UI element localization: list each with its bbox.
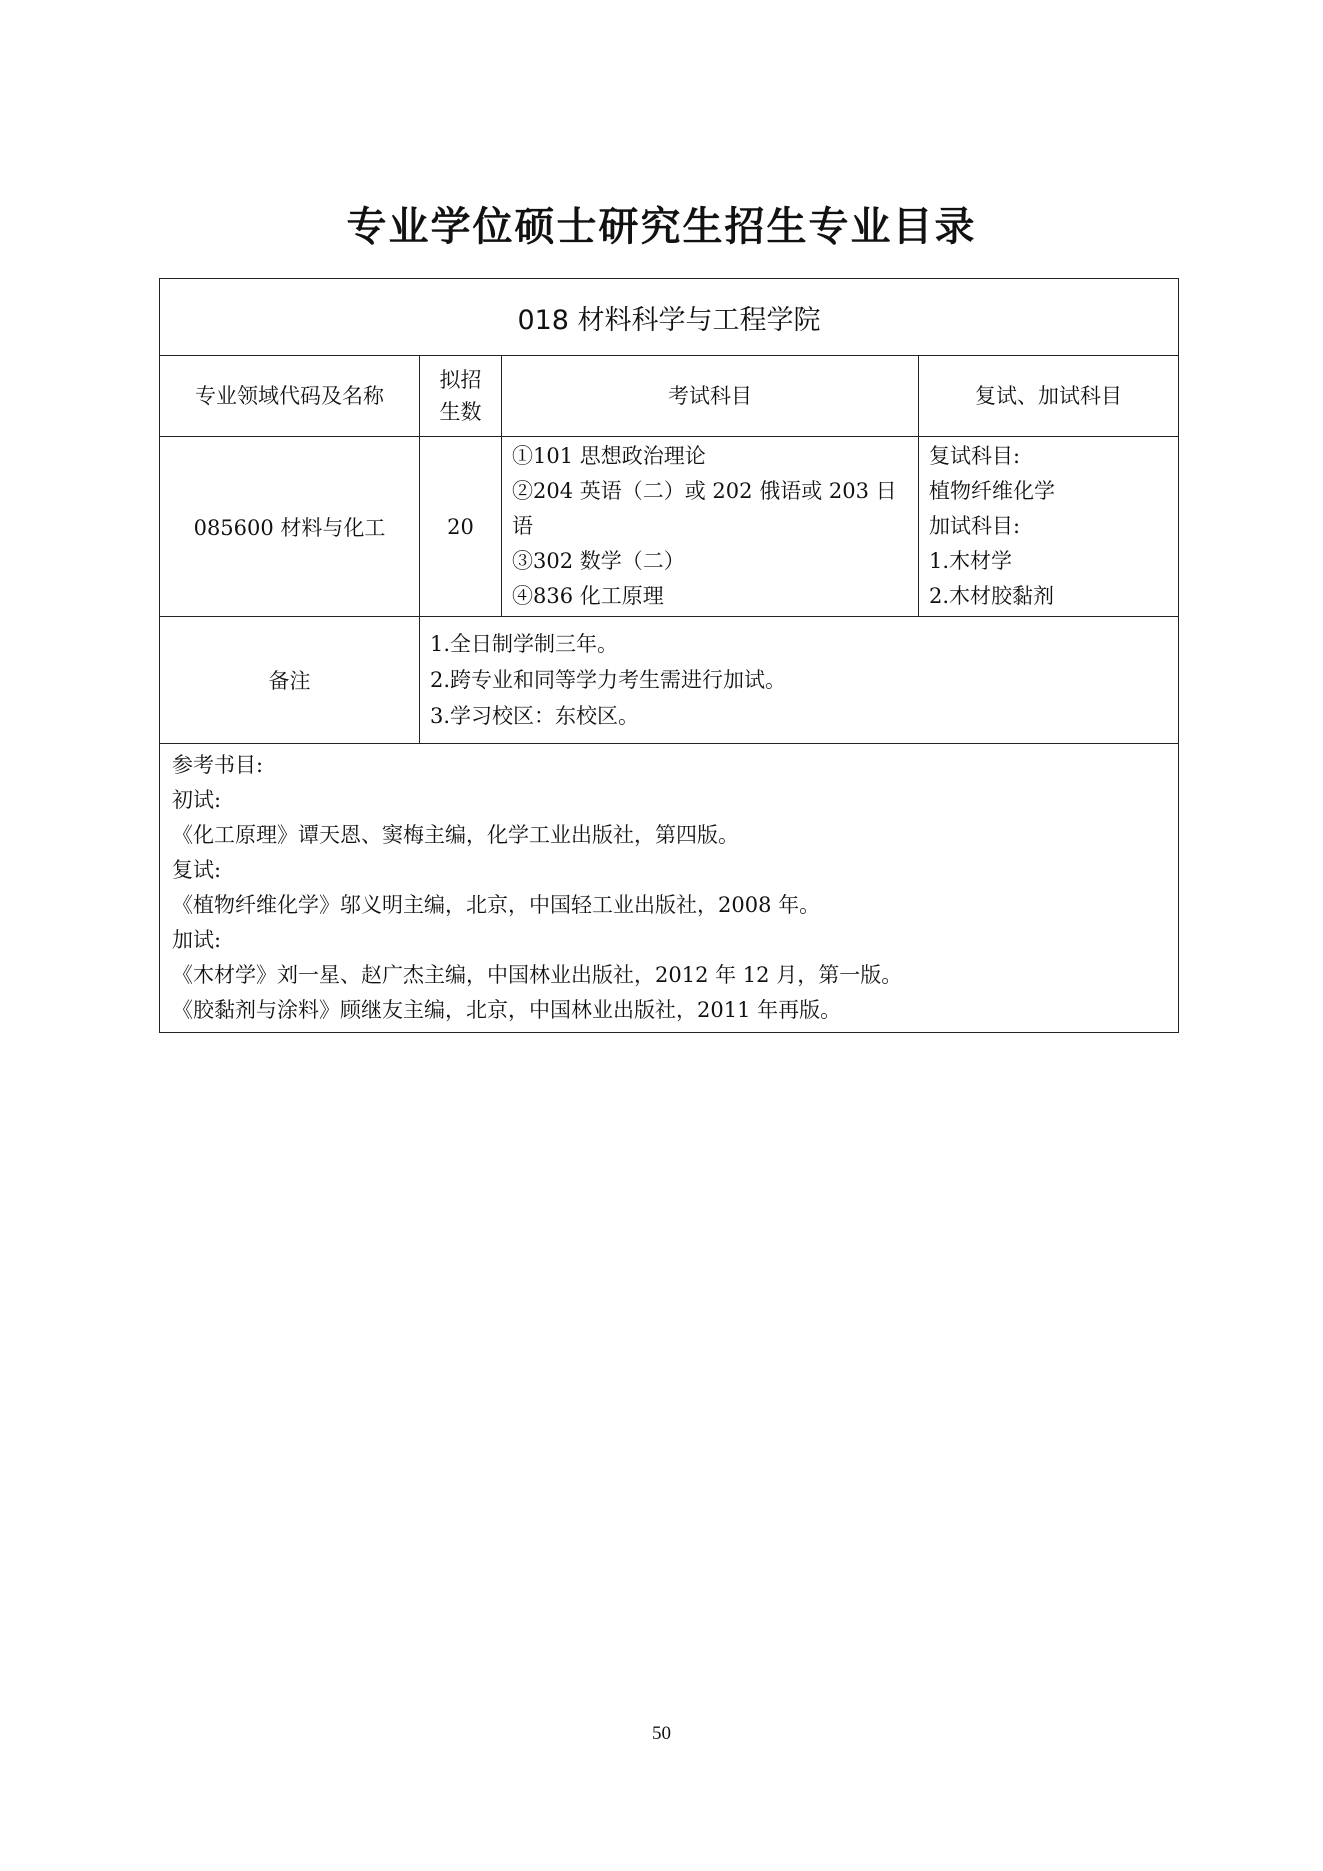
header-quota	[420, 356, 502, 437]
notes-row	[160, 617, 1179, 744]
list-item: 2.木材胶黏剂	[929, 584, 1055, 608]
list-item: 《胶黏剂与涂料》顾继友主编，北京，中国林业出版社，2011 年再版。	[172, 998, 842, 1022]
exam-subjects	[502, 437, 919, 617]
references-heading: 参考书目:	[172, 753, 264, 777]
list-item: ④836 化工原理	[512, 584, 664, 608]
list-item: 《植物纤维化学》邬义明主编，北京，中国轻工业出版社，2008 年。	[172, 893, 821, 917]
list-item: 1.木材学	[929, 549, 1013, 573]
catalog-table	[159, 278, 1179, 1033]
header-quota-line2: 生数	[439, 400, 482, 424]
references-section-label: 复试:	[172, 858, 222, 882]
table-row	[160, 437, 1179, 617]
header-retest: 复试、加试科目	[919, 356, 1179, 437]
references-section-label: 加试:	[172, 928, 222, 952]
list-item: 3.学习校区：东校区。	[430, 704, 640, 728]
major-name: 085600 材料与化工	[160, 437, 420, 617]
list-item: ①101 思想政治理论	[512, 444, 706, 468]
header-quota-line1: 拟招	[439, 368, 482, 392]
list-item: 《化工原理》谭天恩、窦梅主编，化学工业出版社，第四版。	[172, 823, 739, 847]
header-major: 专业领域代码及名称	[160, 356, 420, 437]
list-item: 《木材学》刘一星、赵广杰主编，中国林业出版社，2012 年 12 月，第一版。	[172, 963, 903, 987]
college-row	[160, 279, 1179, 356]
page-number: 50	[652, 1723, 671, 1744]
retest-subjects	[919, 437, 1179, 617]
notes-content	[420, 617, 1179, 744]
page-title: 专业学位硕士研究生招生专业目录	[346, 203, 977, 250]
quota-count: 20	[420, 437, 502, 617]
list-item: 复试科目:	[929, 444, 1021, 468]
header-row	[160, 356, 1179, 437]
list-item: ②204 英语（二）或 202 俄语或 203 日语	[512, 479, 897, 538]
references-section-label: 初试:	[172, 788, 222, 812]
references-row	[160, 744, 1179, 1033]
list-item: 加试科目:	[929, 514, 1021, 538]
college-name: 018 材料科学与工程学院	[160, 279, 1179, 356]
notes-label: 备注	[160, 617, 420, 744]
list-item: ③302 数学（二）	[512, 549, 685, 573]
references	[160, 744, 1179, 1033]
list-item: 2.跨专业和同等学力考生需进行加试。	[430, 668, 787, 692]
list-item: 1.全日制学制三年。	[430, 632, 619, 656]
list-item: 植物纤维化学	[929, 479, 1055, 503]
header-exam: 考试科目	[502, 356, 919, 437]
